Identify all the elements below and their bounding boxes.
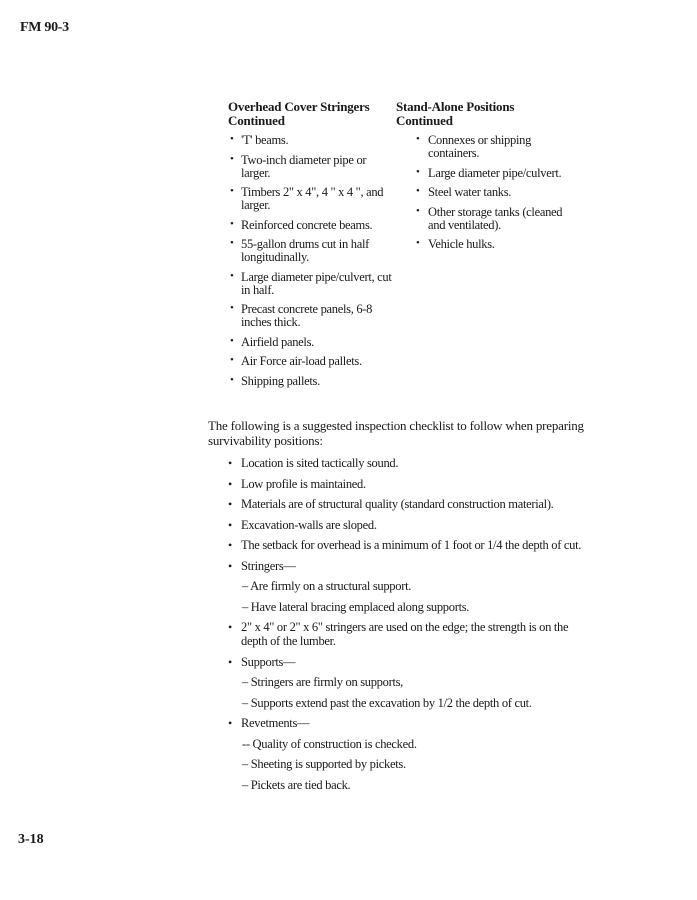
list-item: • Two-inch diameter pipe or larger.: [230, 152, 367, 180]
bullet-icon: •: [230, 133, 234, 145]
checklist-intro-paragraph: The following is a suggested inspection checklist to follow when preparing survivability positions:: [208, 418, 584, 448]
list-item: • Other storage tanks (cleaned and ventilated).: [416, 204, 563, 232]
bullet-icon: •: [228, 456, 232, 470]
list-item: • Shipping pallets.: [230, 373, 320, 388]
checklist-item: • Revetments—: [228, 716, 310, 730]
checklist-item: • Materials are of structural quality (standard construction material).: [228, 497, 554, 511]
bullet-icon: •: [416, 185, 420, 197]
bullet-icon: •: [228, 538, 232, 552]
page-number: 3-18: [18, 832, 44, 847]
stand-alone-list: [396, 134, 571, 251]
checklist-item: • 2" x 4" or 2" x 6" stringers are used on the edge; the strength is on the depth of the lumber.: [228, 620, 569, 648]
overhead-cover-heading-line2: Continued: [228, 113, 285, 128]
bullet-icon: •: [416, 165, 420, 178]
stand-alone-heading-line2: Continued: [396, 113, 453, 128]
bullet-icon: •: [230, 334, 234, 347]
bullet-icon: •: [230, 373, 234, 386]
checklist-subitem: – Pickets are tied back.: [242, 777, 351, 792]
list-item: • Large diameter pipe/culvert.: [416, 165, 562, 180]
checklist-item: • Excavation-walls are sloped.: [228, 517, 377, 532]
stand-alone-heading: [396, 100, 571, 128]
checklist-subitem: – Have lateral bracing emplaced along supports.: [242, 599, 470, 614]
list-item: • Timbers 2" x 4", 4 " x 4 ", and larger.: [230, 185, 384, 212]
checklist-item: • Location is sited tactically sound.: [228, 456, 399, 470]
checklist-item: • Stringers—: [228, 558, 296, 573]
checklist-subitem: – Sheeting is supported by pickets.: [242, 757, 406, 771]
list-item: • 55-gallon drums cut in half longitudinally.: [230, 237, 369, 264]
bullet-icon: •: [228, 558, 232, 573]
checklist-item: • Supports—: [228, 654, 296, 669]
bullet-icon: •: [228, 716, 232, 730]
list-item: • Steel water tanks.: [416, 185, 512, 199]
bullet-icon: •: [228, 476, 232, 491]
list-item: • Airfield panels.: [230, 334, 314, 349]
bullet-icon: •: [230, 152, 234, 165]
list-item: • Reinforced concrete beams.: [230, 217, 373, 232]
checklist-item: • The setback for overhead is a minimum of 1 foot or 1/4 the depth of cut.: [228, 538, 582, 552]
list-item: • Precast concrete panels, 6-8 inches thick.: [230, 302, 373, 329]
list-item: • 'T' beams.: [230, 133, 289, 147]
bullet-icon: •: [230, 354, 234, 366]
bullet-icon: •: [416, 237, 420, 249]
stand-alone-column: [396, 100, 571, 258]
checklist-subitem: – Supports extend past the excavation by 1/2 the depth of cut.: [242, 695, 532, 710]
bullet-icon: •: [230, 237, 234, 249]
bullet-icon: •: [228, 497, 232, 511]
list-item: • Connexes or shipping containers.: [416, 133, 532, 160]
list-item: • Vehicle hulks.: [416, 237, 495, 251]
bullet-icon: •: [416, 204, 420, 217]
bullet-icon: •: [416, 133, 420, 145]
checklist-subitem: -- Quality of construction is checked.: [242, 736, 417, 751]
bullet-icon: •: [230, 217, 234, 230]
inspection-checklist: [228, 456, 588, 798]
bullet-icon: •: [228, 654, 232, 669]
checklist-subitem: – Stringers are firmly on supports,: [242, 675, 404, 689]
list-item: • Air Force air-load pallets.: [230, 354, 362, 368]
checklist-item: • Low profile is maintained.: [228, 476, 366, 491]
overhead-cover-column: [228, 100, 393, 394]
overhead-cover-heading-line1: Overhead Cover Stringers: [228, 99, 370, 114]
bullet-icon: •: [228, 517, 232, 532]
bullet-icon: •: [230, 185, 234, 197]
overhead-cover-list: [228, 134, 393, 388]
bullet-icon: •: [228, 620, 232, 634]
checklist-subitem: – Are firmly on a structural support.: [242, 579, 412, 593]
overhead-cover-heading: [228, 100, 393, 128]
list-item: • Large diameter pipe/culvert, cut in half.: [230, 269, 392, 297]
page-header: FM 90-3: [20, 20, 69, 35]
bullet-icon: •: [230, 302, 234, 314]
bullet-icon: •: [230, 269, 234, 282]
stand-alone-heading-line1: Stand-Alone Positions: [396, 99, 515, 114]
